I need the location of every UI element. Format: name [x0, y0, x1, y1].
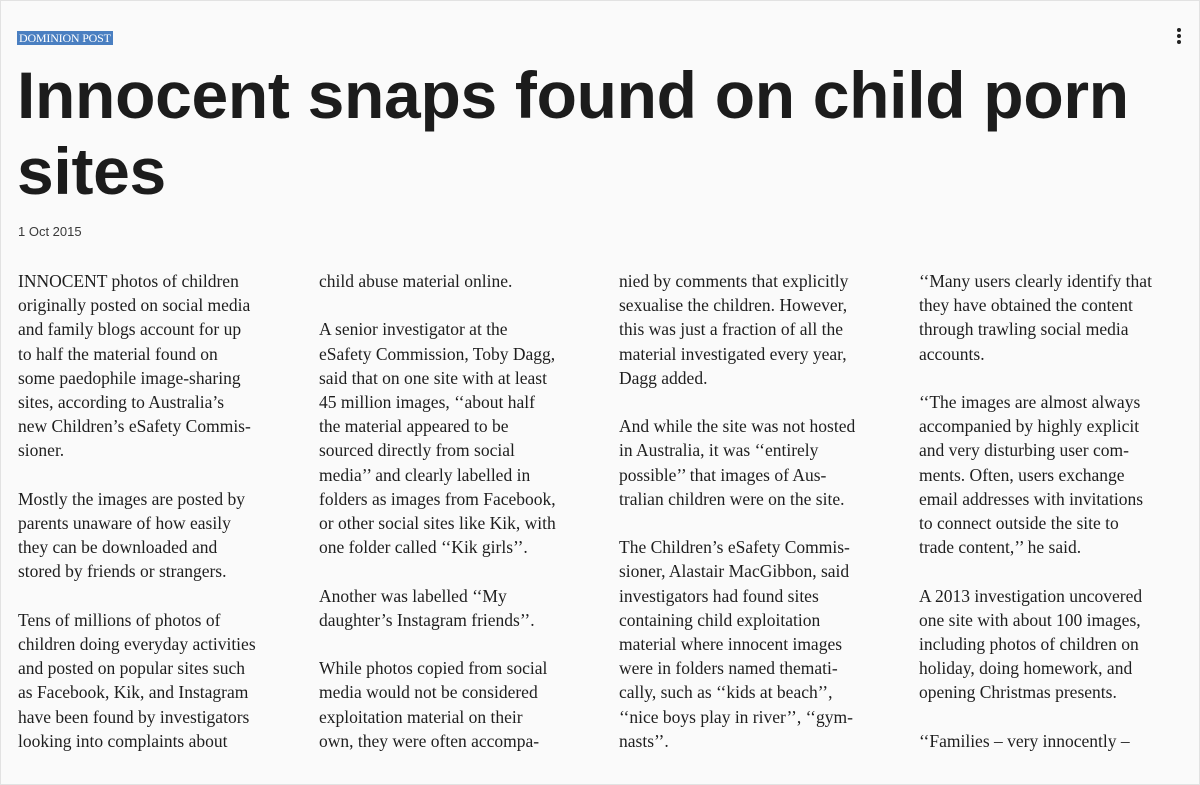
article-text-line: have been found by investigators [18, 706, 250, 727]
article-text-line: media would not be considered [319, 682, 538, 703]
paragraph-gap [919, 559, 1191, 583]
paragraph-gap [319, 632, 591, 656]
article-text-line: one folder called ‘‘Kik girls’’. [319, 537, 528, 558]
article-text-line: A 2013 investigation uncovered [919, 585, 1143, 606]
article-text-line: 45 million images, ‘‘about half [319, 392, 535, 412]
article-text-line: opening Christmas presents. [919, 682, 1117, 703]
article-text-line: accompanied by highly explicit [919, 416, 1140, 437]
article-text-line: Dagg added. [619, 367, 708, 388]
article-text-line: this was just a fraction of all the [619, 319, 844, 340]
article-text-line: sioner. [18, 440, 65, 461]
article-text-line: accounts. [919, 343, 985, 364]
article-text-line: own, they were often accompa- [319, 730, 540, 751]
article-text-line: ‘‘Families – very innocently – [919, 730, 1130, 751]
article-text-line: and very disturbing user com- [919, 440, 1129, 461]
article-column-1 [18, 269, 290, 753]
paragraph-gap [319, 559, 591, 583]
article-text-line: the material appeared to be [319, 416, 509, 437]
article-text-line: material where innocent images [619, 634, 843, 655]
article-text-line: in Australia, it was ‘‘entirely [619, 440, 819, 461]
article-text-line: And while the site was not hosted [619, 416, 856, 437]
paragraph-gap [319, 293, 591, 317]
article-text-line: Mostly the images are posted by [18, 488, 245, 509]
article-text-line: INNOCENT photos of children [18, 271, 239, 291]
article-text-line: to connect outside the site to [919, 513, 1119, 534]
article-text-line: eSafety Commission, Toby Dagg, [319, 343, 556, 364]
article-column-2 [319, 269, 591, 753]
article-text-line: ments. Often, users exchange [919, 464, 1125, 485]
article-text-line: parents unaware of how easily [18, 513, 231, 534]
article-headline: Innocent snaps found on child porn sites [17, 58, 1129, 208]
article-text-line: investigators had found sites [619, 585, 819, 606]
article-date: 1 Oct 2015 [18, 224, 82, 239]
article-text-line: and family blogs account for up [18, 319, 242, 340]
article-text-line: containing child exploitation [619, 609, 821, 630]
article-column-4 [919, 269, 1191, 753]
vertical-ellipsis-icon[interactable] [1171, 23, 1187, 49]
article-text-line: including photos of children on [919, 634, 1139, 655]
article-text-line: trade content,’’ he said. [919, 537, 1082, 558]
article-text-line: said that on one site with at least [319, 367, 547, 388]
article-text-line: stored by friends or strangers. [18, 561, 227, 582]
article-text-line: sioner, Alastair MacGibbon, said [619, 561, 850, 582]
article-text-line: material investigated every year, [619, 343, 847, 364]
article-text-line: sexualise the children. However, [619, 295, 848, 316]
article-text-line: sourced directly from social [319, 440, 515, 461]
menu-dot [1177, 34, 1181, 38]
article-text-line: or other social sites like Kik, with [319, 513, 556, 534]
article-text-line: possible’’ that images of Aus- [619, 464, 827, 485]
article-text-line: were in folders named themati- [619, 658, 838, 679]
article-text-line: they can be downloaded and [18, 537, 218, 558]
article-text-line: and posted on popular sites such [18, 658, 245, 679]
article-text-line: originally posted on social media [18, 295, 251, 316]
article-text-line: tralian children were on the site. [619, 488, 845, 509]
article-text-line: The Children’s eSafety Commis- [619, 537, 850, 558]
article-text-line: While photos copied from social [319, 658, 548, 679]
paragraph-gap [18, 463, 290, 487]
article-text-line: new Children’s eSafety Commis- [18, 416, 251, 437]
article-text-line: as Facebook, Kik, and Instagram [18, 682, 249, 703]
article-text-line: they have obtained the content [919, 295, 1133, 316]
article-text-line: exploitation material on their [319, 706, 523, 727]
article-text-line: email addresses with invitations [919, 488, 1144, 509]
article-text-line: Another was labelled ‘‘My [319, 585, 507, 606]
article-text-line: children doing everyday activities [18, 634, 256, 655]
article-text-line: folders as images from Facebook, [319, 488, 556, 509]
article-text-line: ‘‘Many users clearly identify that [919, 271, 1152, 291]
paragraph-gap [619, 390, 891, 414]
menu-dot [1177, 28, 1181, 32]
paragraph-gap [18, 584, 290, 608]
article-text-line: A senior investigator at the [319, 319, 508, 340]
article-text-line: nasts’’. [619, 730, 669, 751]
article-text-line: media’’ and clearly labelled in [319, 464, 531, 485]
article-text-line: ‘‘nice boys play in river’’, ‘‘gym- [619, 706, 853, 727]
article-text-line: one site with about 100 images, [919, 609, 1141, 630]
paragraph-gap [619, 511, 891, 535]
article-column-3 [619, 269, 891, 753]
article-text-line: child abuse material online. [319, 271, 513, 291]
article-text-line: sites, according to Australia’s [18, 392, 225, 413]
paragraph-gap [919, 366, 1191, 390]
article-text-line: looking into complaints about [18, 730, 228, 751]
article-text-line: Tens of millions of photos of [18, 609, 221, 630]
paragraph-gap [919, 705, 1191, 729]
article-text-line: some paedophile image-sharing [18, 367, 241, 388]
article-text-line: holiday, doing homework, and [919, 658, 1133, 679]
article-text-line: cally, such as ‘‘kids at beach’’, [619, 682, 833, 703]
article-text-line: daughter’s Instagram friends’’. [319, 609, 535, 630]
article-text-line: through trawling social media [919, 319, 1129, 340]
article-text-line: to half the material found on [18, 343, 218, 364]
article-text-line: nied by comments that explicitly [619, 271, 849, 291]
article-text-line: ‘‘The images are almost always [919, 392, 1141, 412]
menu-dot [1177, 40, 1181, 44]
dominion-post-logo[interactable]: DOMINION POST [19, 31, 111, 45]
